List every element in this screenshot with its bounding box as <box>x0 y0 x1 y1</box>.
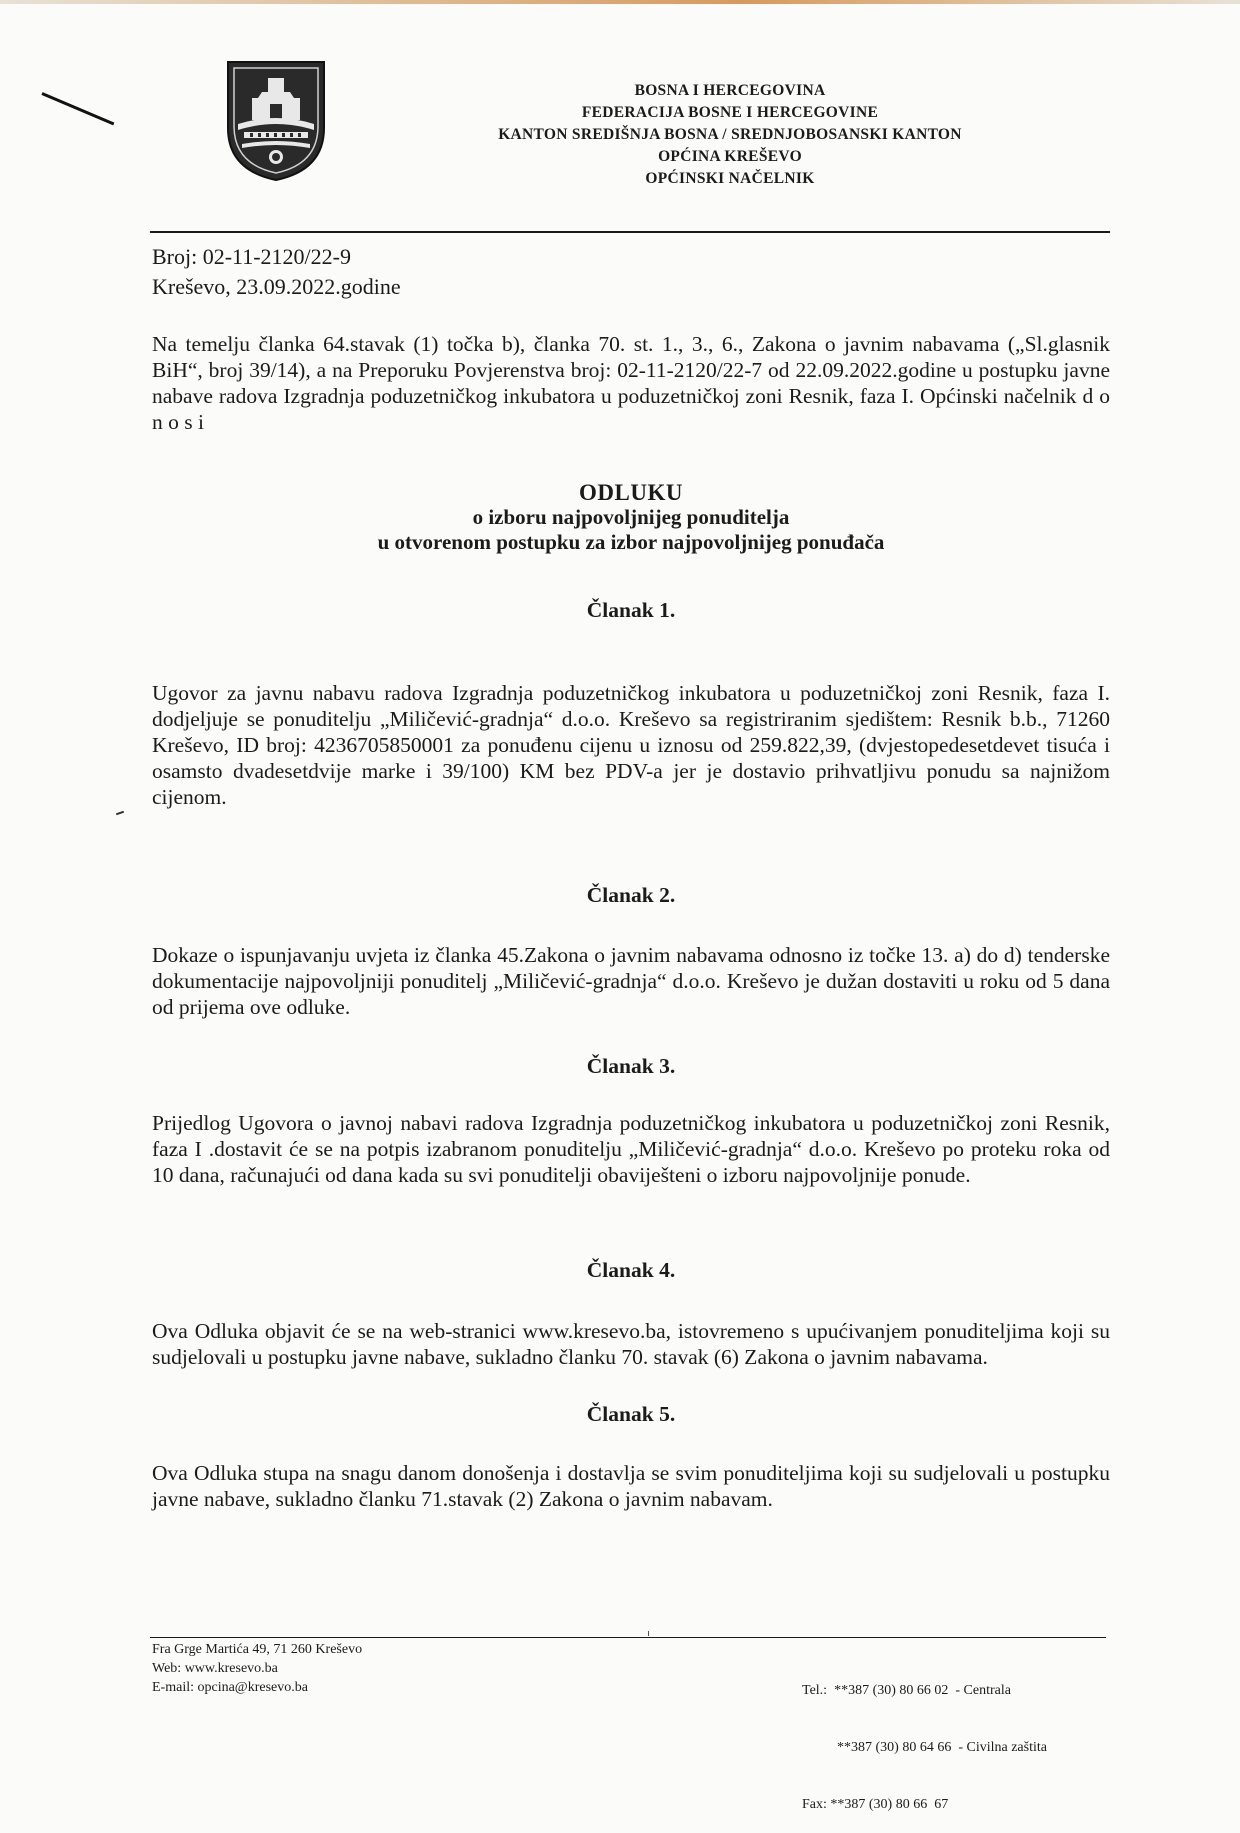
preamble: Na temelju članka 64.stavak (1) točka b), članka 70. st. 1., 3., 6., Zakona o javnim nabavama („Sl.glasnik BiH“, broj 39/14), a na Preporuku Povjerenstva broj: 02-11-2120/22-7 od 22.09.2022.godine u postupku javne nabave radova Izgradnja poduzetničkog inkubatora u poduzetničkoj zoni Resnik, faza I. Općinski načelnik d o n o s i <box>152 332 1110 434</box>
article-3-heading: Članak 3. <box>586 1054 676 1078</box>
letterhead-federation: FEDERACIJA BOSNE I HERCEGOVINE <box>581 104 879 121</box>
article-4-text: Ova Odluka objavit će se na web-stranici www.kresevo.ba, istovremeno s upućivanjem ponuditeljima koji su sudjelovali u postupku javne nabave, sukladno članku 70. stavak (6) Zakona o javnim nabavama. <box>152 1319 1110 1369</box>
article-5-heading: Članak 5. <box>586 1402 676 1426</box>
letterhead-municipality: OPĆINA KREŠEVO <box>658 148 802 165</box>
pen-mark <box>41 92 114 125</box>
article-5-text: Ova Odluka stupa na snagu danom donošenja i dostavlja se svim ponuditeljima koji su sudjelovali u postupku javne nabave, sukladno članku 71.stavak (2) Zakona o javnim nabavam. <box>152 1461 1110 1511</box>
letterhead <box>420 80 1040 190</box>
pen-tick <box>116 811 124 816</box>
decision-title-block <box>152 480 1110 555</box>
letterhead-country: BOSNA I HERCEGOVINA <box>634 82 826 99</box>
article-1-text: Ugovor za javnu nabavu radova Izgradnja poduzetničkog inkubatora u poduzetničkoj zoni Resnik, faza I. dodjeljuje se ponuditelju „Miličević-gradnja“ d.o.o. Kreševo sa registriranim sjedištem: Resnik b.b., 71260 Kreševo, ID broj: 4236705850001 za ponuđenu cijenu u iznosu od 259.822,39, (dvjestopedesetdevet tisuća i osamsto dvadesetdvije marke i 39/100) KM bez PDV-a jer je dostavio prihvatljivu ponudu sa najnižom cijenom. <box>152 681 1110 809</box>
reference-place-date: Kreševo, 23.09.2022.godine <box>152 274 401 299</box>
footer-web: Web: www.kresevo.ba <box>152 1661 278 1676</box>
footer-contact-left <box>152 1640 362 1697</box>
reference-number: Broj: 02-11-2120/22-9 <box>152 244 351 269</box>
municipality-coat-of-arms-icon <box>224 58 328 184</box>
footer-tel-central: Tel.: **387 (30) 80 66 02 - Centrala <box>802 1683 1011 1698</box>
article-3-text: Prijedlog Ugovora o javnoj nabavi radova Izgradnja poduzetničkog inkubatora u poduzetničkoj zoni Resnik, faza I .dostavit će se na potpis izabranom ponuditelju „Miličević-gradnja“ d.o.o. Kreševo po proteku roka od 10 dana, računajući od dana kada su svi ponuditelji obaviješteni o izboru najpovoljnije ponude. <box>152 1111 1110 1187</box>
footer-fax: Fax: **387 (30) 80 66 67 <box>802 1797 949 1812</box>
page-edge-stain <box>0 0 1240 4</box>
article-4-heading: Članak 4. <box>586 1258 676 1282</box>
footer-mark <box>648 1631 649 1636</box>
footer-tel-civil: **387 (30) 80 64 66 - Civilna zaštita <box>802 1740 1047 1755</box>
footer-address: Fra Grge Martića 49, 71 260 Kreševo <box>152 1642 363 1657</box>
document-reference <box>152 242 401 302</box>
letterhead-canton: KANTON SREDIŠNJA BOSNA / SREDNJOBOSANSKI KANTON <box>498 126 962 143</box>
decision-subtitle-2: u otvorenom postupku za izbor najpovoljnijeg ponuđača <box>377 530 885 554</box>
decision-subtitle-1: o izboru najpovoljnijeg ponuditelja <box>472 505 790 529</box>
header-divider <box>150 231 1110 233</box>
footer-email: E-mail: opcina@kresevo.ba <box>152 1680 308 1695</box>
article-2-heading: Članak 2. <box>586 883 676 907</box>
decision-title: ODLUKU <box>579 480 683 505</box>
letterhead-office: OPĆINSKI NAČELNIK <box>645 170 815 187</box>
article-1-heading: Članak 1. <box>586 598 676 622</box>
article-2-text: Dokaze o ispunjavanju uvjeta iz članka 45.Zakona o javnim nabavama odnosno iz točke 13. a) do d) tenderske dokumentacije najpovoljniji ponuditelj „Miličević-gradnja“ d.o.o. Kreševo je dužan dostaviti u roku od 5 dana od prijema ove odluke. <box>152 943 1110 1019</box>
footer-contact-right <box>802 1643 1047 1833</box>
footer-divider <box>150 1637 1106 1638</box>
